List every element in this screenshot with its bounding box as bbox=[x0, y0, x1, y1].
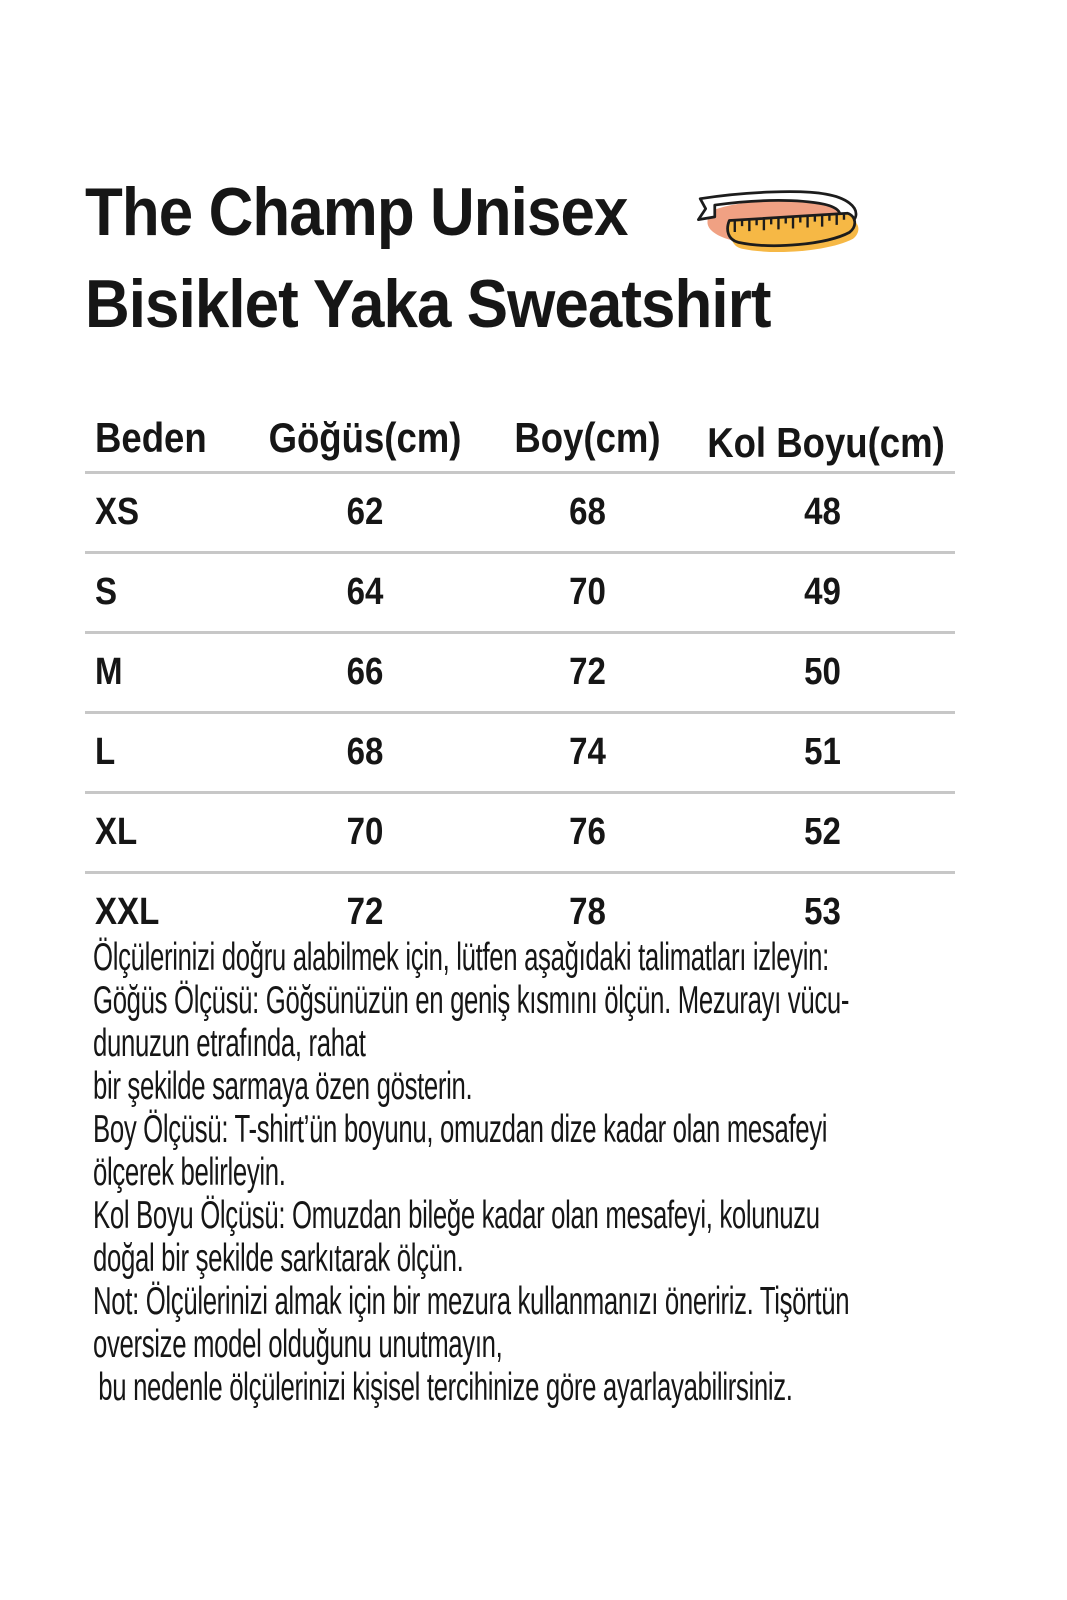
instruction-line: bir şekilde sarmaya özen gösterin. bbox=[93, 1065, 473, 1108]
sleeve-cell: 48 bbox=[804, 491, 841, 533]
table-row bbox=[85, 634, 955, 714]
col-header-length: Boy(cm) bbox=[514, 414, 661, 461]
size-cell: XS bbox=[95, 491, 140, 533]
measurement-instructions bbox=[93, 936, 993, 1409]
length-cell: 78 bbox=[569, 891, 606, 933]
table-row bbox=[85, 554, 955, 634]
instruction-line: oversize model olduğunu unutmayın, bbox=[93, 1323, 503, 1366]
table-row bbox=[85, 714, 955, 794]
length-cell: 76 bbox=[569, 811, 606, 853]
length-cell: 74 bbox=[569, 731, 606, 773]
sleeve-cell: 49 bbox=[804, 571, 841, 613]
chest-cell: 70 bbox=[346, 811, 384, 853]
instruction-line: ölçerek belirleyin. bbox=[93, 1151, 286, 1194]
length-cell: 72 bbox=[569, 651, 606, 693]
instruction-line: bu nedenle ölçülerinizi kişisel tercihinize göre ayarlayabilirsiniz. bbox=[98, 1366, 793, 1409]
instruction-line: Not: Ölçülerinizi almak için bir mezura kullanmanızı öneririz. Tişörtün bbox=[93, 1280, 850, 1323]
size-table-header-row bbox=[85, 405, 955, 474]
sleeve-cell: 50 bbox=[804, 651, 841, 693]
size-cell: M bbox=[95, 651, 123, 693]
length-cell: 70 bbox=[569, 571, 606, 613]
size-cell: XL bbox=[95, 811, 138, 853]
sleeve-cell: 52 bbox=[804, 811, 841, 853]
length-cell: 68 bbox=[569, 491, 606, 533]
size-table bbox=[85, 405, 955, 951]
tape-measure-icon bbox=[682, 188, 864, 264]
col-header-size: Beden bbox=[95, 414, 207, 461]
size-cell: S bbox=[95, 571, 118, 613]
col-header-sleeve: Kol Boyu(cm) bbox=[707, 419, 945, 466]
table-row bbox=[85, 474, 955, 554]
chest-cell: 72 bbox=[346, 891, 384, 933]
sleeve-cell: 51 bbox=[804, 731, 841, 773]
chest-cell: 62 bbox=[346, 491, 384, 533]
instruction-line: Boy Ölçüsü: T-shirt’ün boyunu, omuzdan dize kadar olan mesafeyi bbox=[93, 1108, 828, 1151]
chest-cell: 68 bbox=[346, 731, 384, 773]
table-row bbox=[85, 794, 955, 874]
title-line-1: The Champ Unisex bbox=[85, 174, 628, 250]
instruction-line: doğal bir şekilde sarkıtarak ölçün. bbox=[93, 1237, 464, 1280]
instruction-line: Ölçülerinizi doğru alabilmek için, lütfen aşağıdaki talimatları izleyin: bbox=[93, 936, 829, 979]
sleeve-cell: 53 bbox=[804, 891, 841, 933]
instruction-line: Göğüs Ölçüsü: Göğsünüzün en geniş kısmını ölçün. Mezurayı vücu- bbox=[93, 979, 850, 1022]
col-header-chest: Göğüs(cm) bbox=[268, 414, 462, 461]
chest-cell: 66 bbox=[346, 651, 384, 693]
size-cell: L bbox=[95, 731, 116, 773]
instruction-line: dunuzun etrafında, rahat bbox=[93, 1022, 366, 1065]
instruction-line: Kol Boyu Ölçüsü: Omuzdan bileğe kadar olan mesafeyi, kolunuzu bbox=[93, 1194, 820, 1237]
title-line-2: Bisiklet Yaka Sweatshirt bbox=[85, 266, 771, 342]
chest-cell: 64 bbox=[346, 571, 384, 613]
size-cell: XXL bbox=[95, 891, 160, 933]
